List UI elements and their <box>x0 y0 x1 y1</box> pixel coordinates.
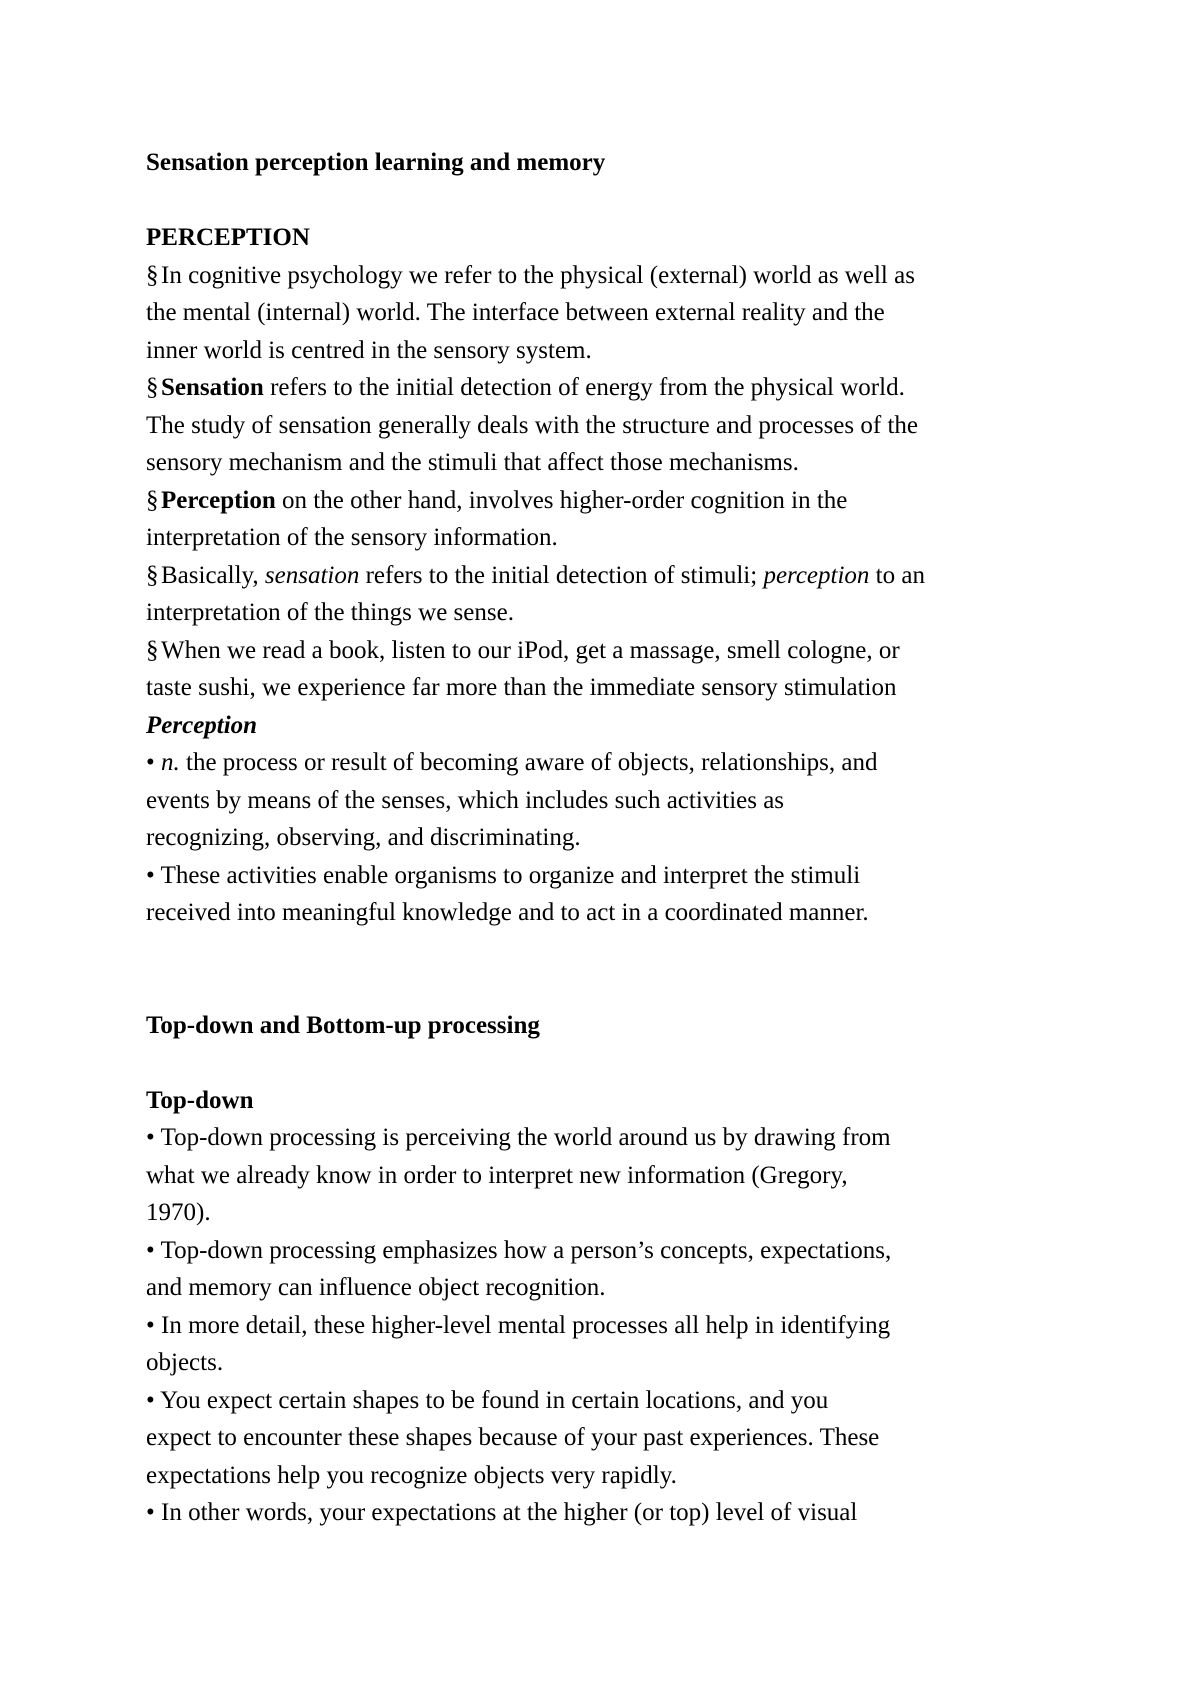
section-marker: § <box>146 486 159 514</box>
term-sensation: Sensation <box>161 374 264 401</box>
subheading-top-down: Top-down <box>146 1086 254 1114</box>
section-heading-perception: PERCEPTION <box>146 224 310 251</box>
top-down-bullet-3: • In more detail, these higher-level mental processes all help in identifying objects. <box>146 1311 891 1376</box>
abbreviation-noun: n. <box>161 749 180 776</box>
section-title-processing: Top-down and Bottom-up processing <box>146 1011 540 1039</box>
bullet: • <box>146 1236 155 1264</box>
spacer <box>146 1044 1060 1082</box>
paragraph-sensation: § Sensation refers to the initial detection of energy from the physical world. The study of sensation generally deals with the structure and processes of the sensory mechanism and the stimuli that affect those mechanisms. <box>146 369 1060 482</box>
top-down-bullet-4: • You expect certain shapes to be found in certain locations, and you expect to encounter these shapes because of your past experiences. These expectations help you recognize objects very rapidly. <box>146 1386 880 1489</box>
definition-bullet-1: • n. the process or result of becoming aware of objects, relationships, and events by means of the senses, which includes such activities as recognizing, observing, and discriminating. <box>146 749 878 851</box>
top-down-bullet-1: • Top-down processing is perceiving the world around us by drawing from what we already know in order to interpret new information (Gregory, 1970). <box>146 1124 891 1226</box>
definition-heading: Perception <box>146 711 258 739</box>
term-sensation-italic: sensation <box>264 561 360 589</box>
document-title: Sensation perception learning and memory <box>146 149 606 176</box>
spacer <box>146 182 1060 220</box>
top-down-bullet-2: • Top-down processing emphasizes how a person’s concepts, expectations, and memory can influence object recognition. <box>146 1236 892 1301</box>
bullet: • <box>146 749 155 776</box>
bullet: • <box>146 1499 155 1526</box>
section-marker: § <box>146 374 159 401</box>
bullet: • <box>146 1124 155 1151</box>
paragraph-basically: § Basically, sensation refers to the initial detection of stimuli; perception to an interpretation of the things we sense. <box>146 557 1060 632</box>
paragraph-cognitive-psychology: § In cognitive psychology we refer to the physical (external) world as well as the mental (internal) world. The interface between external reality and the inner world is centred in the sensory system. <box>146 257 1060 370</box>
section-marker: § <box>146 561 159 589</box>
bullet: • <box>146 1386 155 1414</box>
bullet: • <box>146 1311 155 1339</box>
term-perception-italic: perception <box>763 561 870 589</box>
paragraph-ipod: § When we read a book, listen to our iPod, get a massage, smell cologne, or taste sushi, we experience far more than the immediate sensory stimulation <box>146 632 1060 707</box>
spacer <box>146 932 1060 1007</box>
term-perception: Perception <box>161 486 276 514</box>
paragraph-perception: § Perception on the other hand, involves higher-order cognition in the interpretation of the sensory information. <box>146 482 1060 557</box>
section-marker: § <box>146 636 159 664</box>
top-down-bullet-5: • In other words, your expectations at the higher (or top) level of visual <box>146 1499 858 1526</box>
definition-bullet-2: • These activities enable organisms to organize and interpret the stimuli received into meaningful knowledge and to act in a coordinated manner. <box>146 861 869 926</box>
section-marker: § <box>146 261 159 289</box>
bullet: • <box>146 861 155 889</box>
